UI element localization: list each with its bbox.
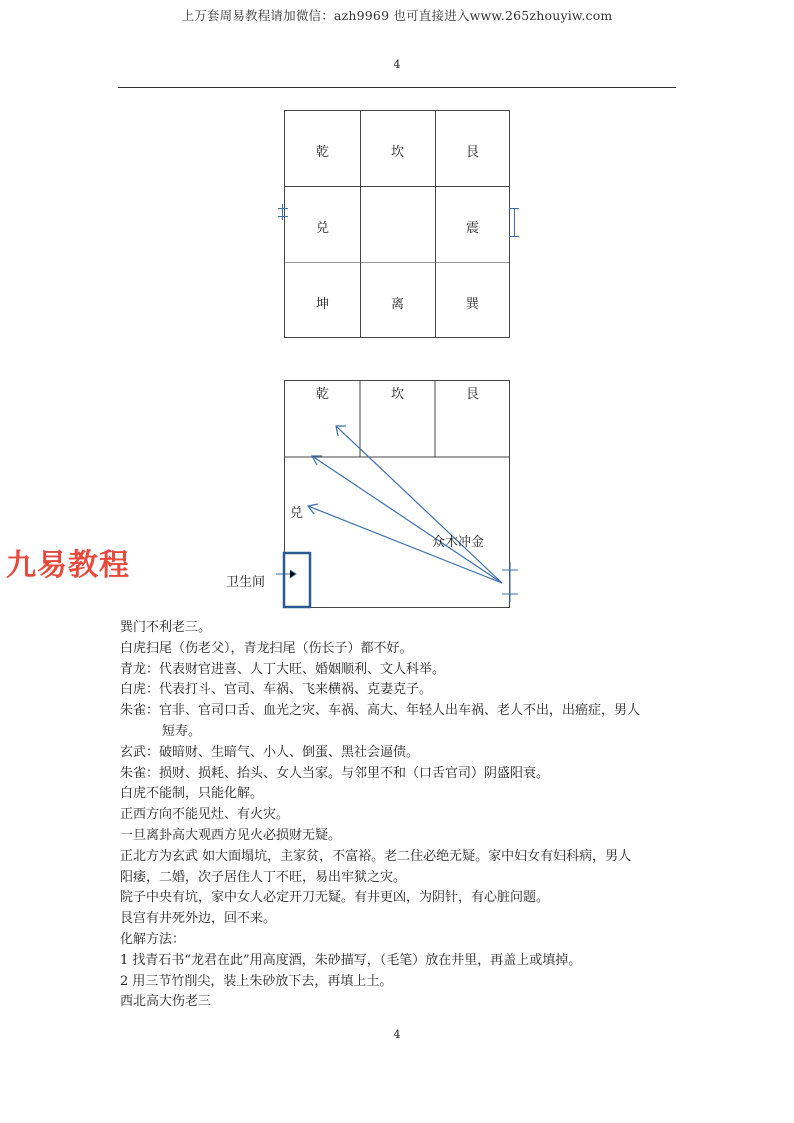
header-banner: 上万套周易教程请加微信：azh9969 也可直接进入www.265zhouyiw.com bbox=[181, 8, 613, 23]
text-line: 正北方为玄武 如大面塌坑，主家贫，不富裕。老二住必绝无疑。家中妇女有妇科病，男人 bbox=[120, 848, 632, 864]
text-line: 1 找青石书“龙君在此”用高度酒，朱砂描写，（毛笔）放在井里，再盖上或填掉。 bbox=[120, 952, 582, 968]
grid1-cell-dui: 兑 bbox=[315, 221, 329, 236]
grid1-cell-xun: 巽 bbox=[465, 297, 479, 312]
grid1-cell-li: 离 bbox=[390, 297, 404, 312]
bathroom-box bbox=[284, 553, 310, 607]
bagua-grid-1 bbox=[284, 110, 510, 338]
grid2-label-dui: 兑 bbox=[290, 506, 304, 521]
text-line: 化解方法： bbox=[120, 931, 186, 947]
text-line: 阳痿，二婚，次子居住人丁不旺，易出牢狱之灾。 bbox=[120, 869, 407, 885]
grid1-left-mark bbox=[278, 208, 288, 209]
grid1-right-mark bbox=[509, 236, 519, 237]
body-text bbox=[120, 618, 680, 1013]
courtyard-diagram bbox=[284, 380, 510, 608]
grid1-left-mark bbox=[278, 216, 288, 217]
grid1-cell-kan: 坎 bbox=[390, 145, 404, 160]
text-line: 朱雀：官非、官司口舌、血光之灾、车祸、高大、年轻人出车祸、老人不出，出癌症，男人 bbox=[120, 703, 641, 719]
text-line: 2 用三节竹削尖，装上朱砂放下去，再填上土。 bbox=[120, 973, 393, 989]
text-line: 院子中央有坑，家中女人必定开刀无疑。有井更凶，为阴针，有心脏问题。 bbox=[120, 890, 550, 906]
grid2-cell-kan: 坎 bbox=[390, 387, 404, 402]
text-line: 白虎：代表打斗、官司、车祸、飞来横祸、克妻克子。 bbox=[120, 682, 433, 698]
text-line: 艮宫有井死外边，回不来。 bbox=[120, 911, 277, 927]
watermark-logo: 九易教程 bbox=[6, 548, 130, 583]
text-line: 白虎不能制，只能化解。 bbox=[120, 786, 264, 802]
bathroom-label: 卫生间 bbox=[226, 575, 266, 590]
text-line: 正西方向不能见灶、有火灾。 bbox=[120, 807, 290, 823]
text-line: 短寿。 bbox=[162, 723, 202, 739]
grid2-cell-gen: 艮 bbox=[465, 387, 479, 402]
clash-arrows bbox=[308, 426, 502, 583]
bathroom-arrow bbox=[276, 570, 296, 578]
clash-label: 众木冲金 bbox=[432, 535, 485, 550]
grid1-cell-gen: 艮 bbox=[465, 145, 479, 160]
courtyard-right-mark bbox=[502, 562, 518, 602]
text-line: 玄武：破暗财、生暗气、小人、倒蛋、黑社会逼债。 bbox=[120, 744, 420, 760]
page-number-bottom: 4 bbox=[393, 1028, 401, 1041]
grid1-cell-zhen: 震 bbox=[465, 221, 479, 236]
grid1-cell-kun: 坤 bbox=[315, 297, 329, 312]
courtyard-lines bbox=[284, 380, 510, 608]
grid2-cell-qian: 乾 bbox=[315, 387, 329, 402]
grid1-cell-qian: 乾 bbox=[315, 145, 329, 160]
text-line: 朱雀：损财、损耗、抬头、女人当家。与邻里不和（口舌官司）阴盛阳衰。 bbox=[120, 765, 550, 781]
page-number-top: 4 bbox=[393, 58, 401, 71]
grid1-right-mark bbox=[514, 208, 515, 236]
text-line: 一旦离卦高大观西方见火必损财无疑。 bbox=[120, 827, 342, 843]
grid1-left-mark bbox=[282, 204, 283, 220]
text-line: 巽门不利老三。 bbox=[120, 620, 212, 635]
text-line: 白虎扫尾（伤老父），青龙扫尾（伤长子）都不好。 bbox=[120, 640, 413, 656]
text-line: 青龙：代表财官进喜、人丁大旺、婚姻顺利、文人科举。 bbox=[120, 661, 446, 677]
text-line: 西北高大伤老三 bbox=[120, 994, 212, 1010]
header-rule bbox=[118, 87, 676, 88]
